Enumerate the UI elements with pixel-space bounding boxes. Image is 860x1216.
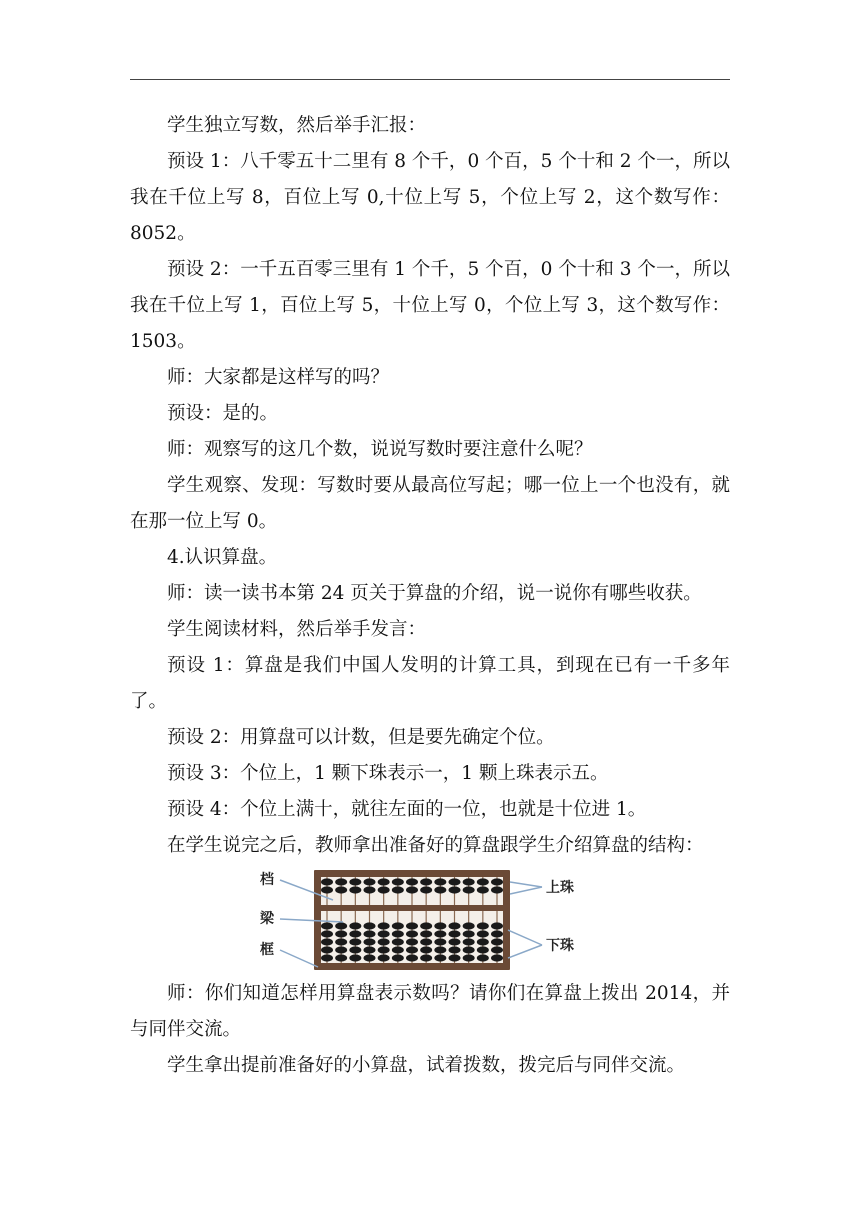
lower-bead [349,922,361,929]
upper-bead [335,878,347,885]
paragraph: 师：你们知道怎样用算盘表示数吗？请你们在算盘上拨出 2014，并与同伴交流。 [130,983,730,1040]
lower-bead [321,946,333,953]
paragraph: 师：大家都是这样写的吗？ [167,367,390,388]
lower-bead [434,930,446,937]
abacus-beam [321,905,503,911]
paragraph: 预设 2：一千五百零三里有 1 个千，5 个百，0 个十和 3 个一，所以我在千位上写 1，百位上写 5，十位上写 0，个位上写 3，这个数写作：1503。 [130,259,730,352]
lower-bead [420,954,432,961]
lower-bead [420,938,432,945]
lower-bead [406,930,418,937]
upper-bead [378,878,390,885]
header-rule [130,79,730,80]
lower-bead [378,938,390,945]
paragraph: 学生独立写数，然后举手汇报： [167,115,427,136]
abacus-figure [130,864,730,976]
lower-bead [378,922,390,929]
lower-bead [378,954,390,961]
upper-bead [378,886,390,893]
lower-bead [420,930,432,937]
paragraph: 学生阅读材料，然后举手发言： [167,619,427,640]
upper-bead [420,886,432,893]
paragraph: 学生拿出提前准备好的小算盘，试着拨数，拨完后与同伴交流。 [167,1055,686,1076]
upper-bead [364,886,376,893]
lower-bead [491,946,503,953]
pointer-lower-2 [508,945,542,958]
document-body [130,108,730,1084]
lower-bead [477,922,489,929]
paragraph: 学生观察、发现：写数时要从最高位写起；哪一位上一个也没有，就在那一位上写 0。 [130,475,730,532]
label-beam: 梁 [260,911,274,927]
lower-bead [392,954,404,961]
lower-bead [321,922,333,929]
lower-bead [491,954,503,961]
paragraph: 预设 1：算盘是我们中国人发明的计算工具，到现在已有一千多年了。 [130,655,730,712]
lower-bead [463,954,475,961]
lower-bead [349,946,361,953]
abacus-diagram [130,864,730,976]
paragraph: 预设 1：八千零五十二里有 8 个千，0 个百，5 个十和 2 个一，所以我在千位上写 8，百位上写 0,十位上写 5，个位上写 2，这个数写作：8052。 [130,151,730,244]
lower-bead [406,938,418,945]
paragraph: 预设：是的。 [167,403,279,424]
lower-bead [491,922,503,929]
lower-bead [420,922,432,929]
upper-bead [321,886,333,893]
upper-bead [477,886,489,893]
paragraph: 预设 2：用算盘可以计数，但是要先确定个位。 [167,727,555,748]
upper-bead [392,886,404,893]
lower-bead [335,930,347,937]
lower-bead [349,930,361,937]
lower-bead [449,954,461,961]
label-upper-beads: 上珠 [546,880,574,896]
lower-bead [335,946,347,953]
lower-bead [477,946,489,953]
lower-bead [449,938,461,945]
lower-bead [406,954,418,961]
upper-bead [406,886,418,893]
lower-bead [392,922,404,929]
section-heading: 4.认识算盘。 [167,547,278,568]
upper-bead [364,878,376,885]
lower-bead [434,922,446,929]
lower-bead [434,954,446,961]
upper-bead [349,886,361,893]
lower-bead [463,930,475,937]
pointer-frame [280,950,318,967]
lower-bead [364,946,376,953]
lower-bead [477,938,489,945]
paragraph: 预设 3：个位上，1 颗下珠表示一，1 颗上珠表示五。 [167,763,609,784]
lower-bead [392,938,404,945]
upper-bead [392,878,404,885]
lower-bead [449,946,461,953]
lower-bead [463,938,475,945]
lower-bead [335,922,347,929]
lower-bead [449,930,461,937]
lower-bead [477,930,489,937]
lower-bead [392,946,404,953]
lower-bead [364,938,376,945]
upper-bead [463,878,475,885]
lower-bead [434,938,446,945]
paragraph: 师：观察写的这几个数，说说写数时要注意什么呢？ [167,439,593,460]
paragraph: 预设 4：个位上满十，就往左面的一位，也就是十位进 1。 [167,799,647,820]
lower-bead [420,946,432,953]
upper-bead [321,878,333,885]
upper-bead [406,878,418,885]
upper-bead [449,878,461,885]
pointer-lower-1 [508,930,542,945]
lower-bead [406,922,418,929]
lower-bead [321,954,333,961]
pointer-upper-1 [510,882,542,887]
lower-bead [477,954,489,961]
lower-bead [364,922,376,929]
label-rod: 档 [260,872,274,888]
paragraph: 在学生说完之后，教师拿出准备好的算盘跟学生介绍算盘的结构： [167,835,704,856]
lower-bead [335,938,347,945]
upper-bead [463,886,475,893]
lower-bead [349,954,361,961]
lower-bead [321,938,333,945]
upper-bead [477,878,489,885]
lower-bead [392,930,404,937]
upper-bead [449,886,461,893]
lower-bead [434,946,446,953]
upper-bead [349,878,361,885]
lower-bead [491,938,503,945]
lower-bead [406,946,418,953]
lower-bead [378,930,390,937]
lower-bead [378,946,390,953]
upper-bead [434,878,446,885]
upper-bead [491,886,503,893]
label-frame: 框 [260,942,274,958]
paragraph: 师：读一读书本第 24 页关于算盘的介绍，说一说你有哪些收获。 [167,583,702,604]
label-lower-beads: 下珠 [546,938,574,954]
lower-bead [491,930,503,937]
pointer-upper-2 [510,887,542,894]
lower-bead [321,930,333,937]
lower-bead [349,938,361,945]
lower-bead [463,946,475,953]
lower-bead [463,922,475,929]
lower-bead [364,930,376,937]
lower-bead [364,954,376,961]
lower-bead [335,954,347,961]
upper-bead [434,886,446,893]
upper-bead [335,886,347,893]
upper-bead [420,878,432,885]
lower-bead [449,922,461,929]
upper-bead [491,878,503,885]
